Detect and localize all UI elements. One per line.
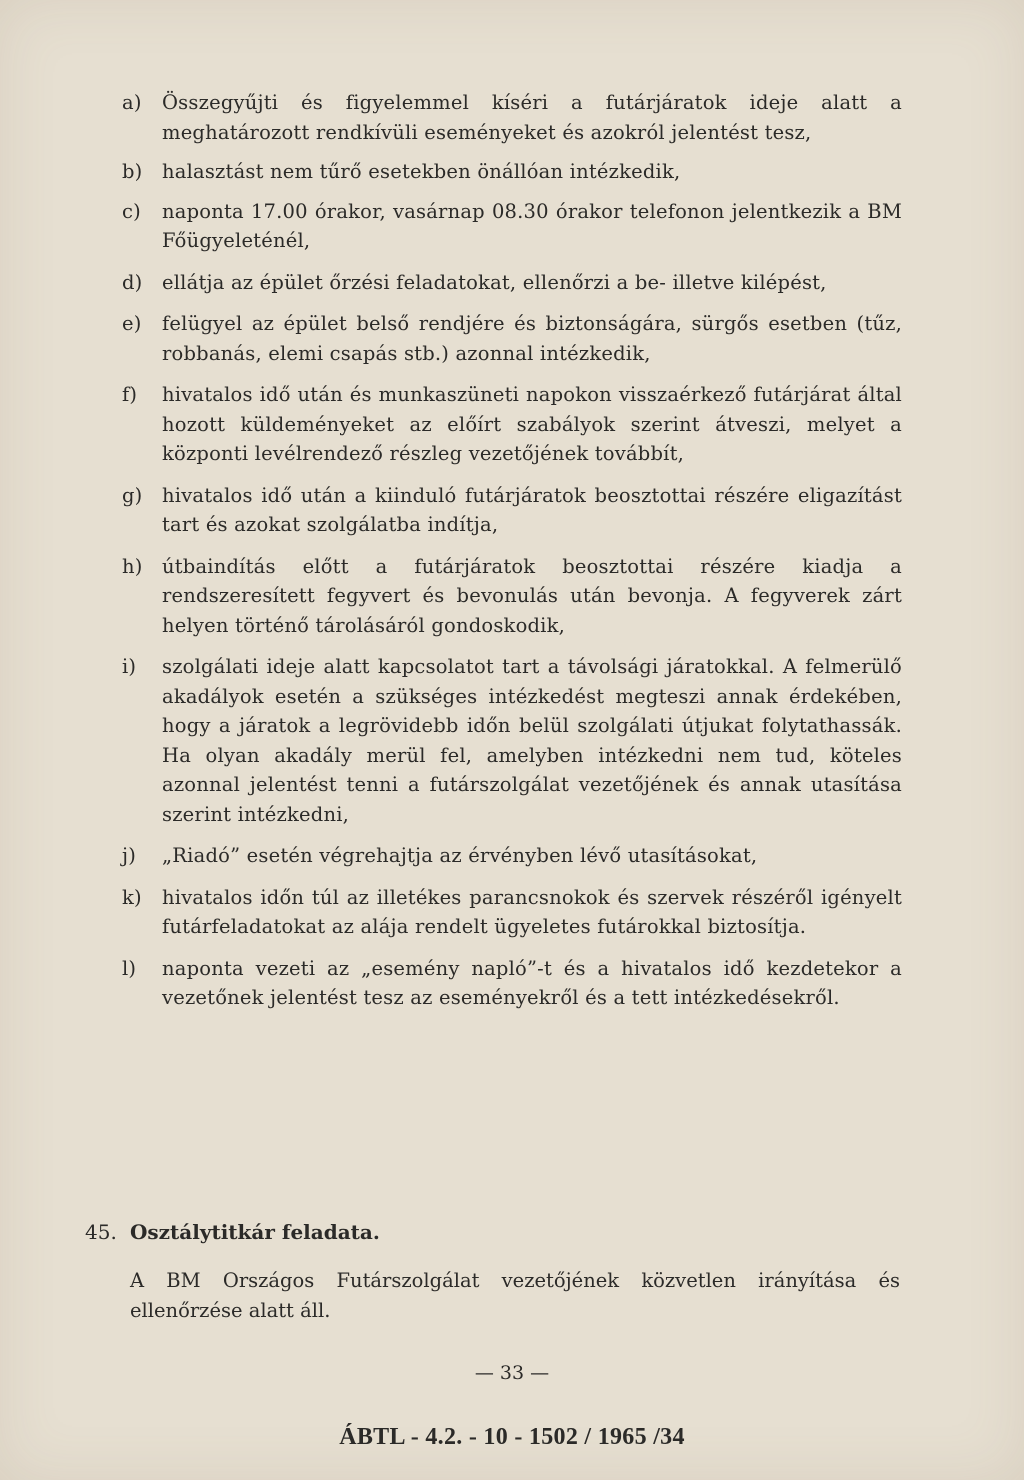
item-text: útbaindítás előtt a futárjáratok beosztottai részére kiadja a rendszeresített fegyvert és bevonulás után bevonja. A fegyverek zárt helyen történő tárolásáról gondoskodik, (162, 554, 902, 637)
list-item (122, 652, 902, 829)
item-text: hivatalos idő után a kiinduló futárjáratok beosztottai részére eligazítást tart és azokat szolgálatba indítja, (162, 483, 902, 536)
item-text: naponta 17.00 órakor, vasárnap 08.30 órakor telefonon jelentkezik a BM Főügyeleténél, (162, 199, 902, 252)
list-item (122, 309, 902, 368)
item-text: halasztást nem tűrő esetekben önállóan intézkedik, (162, 160, 681, 183)
archive-reference: ÁBTL - 4.2. - 10 - 1502 / 1965 /34 (339, 1424, 685, 1450)
item-list (122, 88, 902, 1013)
item-letter: g) (122, 483, 143, 507)
item-text: „Riadó” esetén végrehajtja az érvényben lévő utasításokat, (162, 844, 758, 867)
item-letter: a) (122, 91, 142, 114)
item-letter: h) (122, 554, 143, 578)
item-text: Összegyűjti és figyelemmel kíséri a futárjáratok ideje alatt a meghatározott rendkívüli eseményeket és azokról jelentést tesz, (162, 91, 902, 144)
list-item (122, 883, 902, 942)
item-letter: c) (122, 199, 141, 223)
item-text: naponta vezeti az „esemény napló”-t és a hivatalos idő kezdetekor a vezetőnek jelentést tesz az eseményekről és a tett intézkedésekről. (162, 956, 902, 1009)
list-item (122, 157, 902, 187)
item-letter: j) (122, 844, 137, 867)
list-item (122, 481, 902, 540)
item-letter: i) (122, 655, 137, 678)
item-text: szolgálati ideje alatt kapcsolatot tart a távolsági járatokkal. A felmerülő akadályok esetén a szükséges intézkedést megteszi annak érdekében, hogy a járatok a legrövidebb időn belül szolgálati útjukat folytathassák. Ha olyan akadály merül fel, amelyben intézkedni nem tud, köteles azonnal jelentést tenni a futárszolgálat vezetőjének és annak utasítása szerint intézkedni, (162, 655, 902, 826)
item-letter: l) (122, 956, 137, 980)
item-text: ellátja az épület őrzési feladatokat, ellenőrzi a be- illetve kilépést, (162, 270, 827, 294)
item-text: hivatalos idő után és munkaszüneti napokon visszaérkező futárjárat által hozott küldeményeket az előírt szabályok szerint átveszi, melyet a központi levélrendező részleg vezetőjének továbbít, (162, 383, 902, 465)
list-item (122, 88, 902, 147)
item-text: felügyel az épület belső rendjére és biztonságára, sürgős esetben (tűz, robbanás, elemi csapás stb.) azonnal intézkedik, (162, 312, 902, 365)
item-text: hivatalos időn túl az illetékes parancsnokok és szervek részéről igényelt futárfeladatokat az alája rendelt ügyeletes futárokkal biztosítja. (162, 885, 902, 938)
list-item (122, 841, 902, 871)
section-body: A BM Országos Futárszolgálat vezetőjének közvetlen irányítása és ellenőrzése alatt áll. (130, 1269, 900, 1322)
list-item (122, 380, 902, 469)
section-number: 45. (85, 1220, 117, 1244)
section-title: Osztálytitkár feladata. (130, 1220, 380, 1244)
item-letter: d) (122, 270, 143, 294)
item-letter: k) (122, 885, 142, 909)
list-item (122, 197, 902, 256)
item-letter: e) (122, 312, 142, 335)
item-letter: f) (122, 383, 138, 406)
item-letter: b) (122, 160, 143, 183)
list-item (122, 552, 902, 641)
list-item (122, 268, 902, 298)
list-item (122, 954, 902, 1013)
page-number: — 33 — (474, 1362, 550, 1384)
section-heading (85, 1220, 380, 1244)
